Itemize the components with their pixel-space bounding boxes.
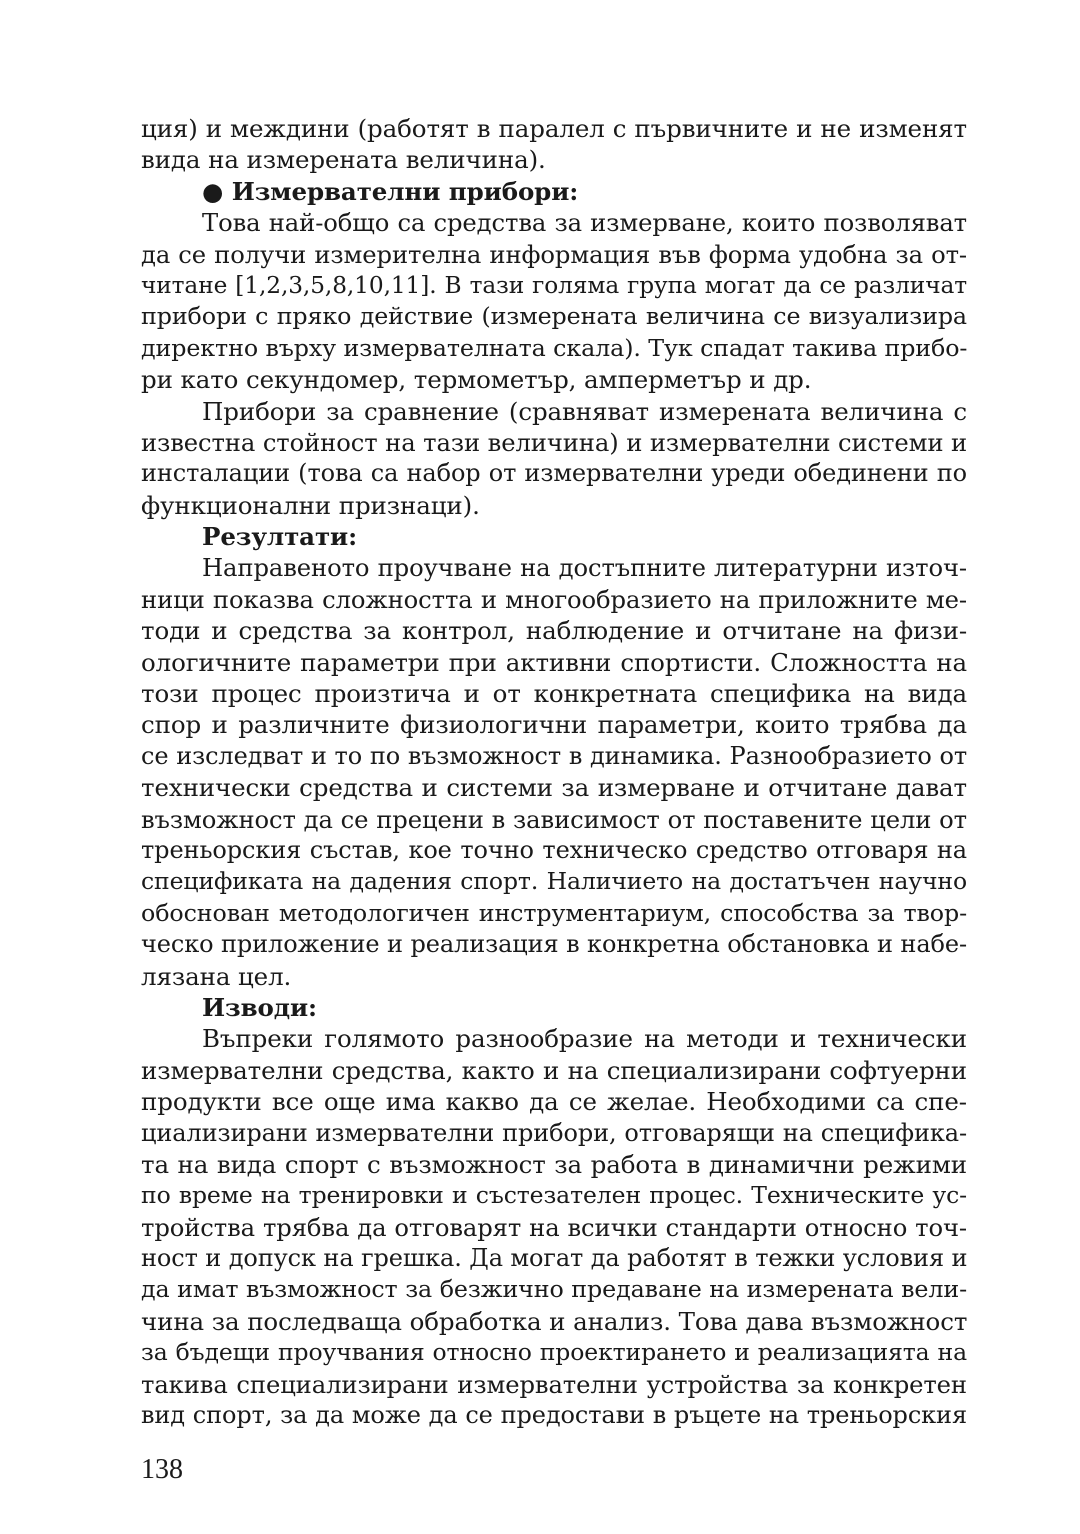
text-line: директно върху измервателната скала). Тук спадат такива прибо- [141, 333, 968, 362]
text-line: лязана цел. [141, 961, 292, 991]
text-line: Това най-общо са средства за измерване, които позволяват [202, 208, 967, 238]
text-line: за бъдещи проучвания относно проектирането и реализацията на [141, 1338, 967, 1367]
text-line: вид спорт, за да може да се предостави в ръцете на треньорския [141, 1401, 967, 1430]
text-line: спор и различните физиологични параметри, които трябва да [141, 710, 967, 740]
text-line: ческо приложение и реализация в конкретна обстановка и набе- [141, 930, 967, 959]
text-line: треньорския състав, кое точно техническо средство отговаря на [141, 835, 967, 864]
text-line: ри като секундомер, термометър, амперметър и др. [141, 365, 812, 395]
text-line: да имат възможност за безжично предаване на измерената вели- [141, 1275, 967, 1304]
text-line: прибори с пряко действие (измерената величина се визуализира [141, 302, 967, 331]
text-line: Въпреки голямото разнообразие на методи и технически [202, 1024, 967, 1054]
text-line: ологичните параметри при активни спортисти. Сложността на [141, 647, 967, 677]
text-line: спецификата на дадения спорт. Наличието на достатъчен научно [141, 867, 967, 896]
text-line: вида на измерената величина). [141, 145, 546, 175]
text-line: тройства трябва да отговарят на всички стандарти относно точ- [141, 1212, 967, 1242]
text-line: ция) и междини (работят в паралел с първичните и не изменят [141, 114, 967, 143]
text-line: инсталации (това са набор от измервателни уреди обединени по [141, 459, 967, 488]
section-heading: Изводи: [202, 992, 317, 1022]
text-line: Направеното проучване на достъпните литературни източ- [202, 553, 967, 583]
text-line: продукти все още има какво да се желае. Необходими са спе- [141, 1087, 967, 1117]
text-line: известна стойност на тази величина) и измервателни системи и [141, 427, 968, 457]
text-line: да се получи измерителна информация във форма удобна за от- [141, 239, 967, 269]
text-line: по време на тренировки и състезателен процес. Техническите ус- [141, 1181, 967, 1210]
text-line: такива специализирани измервателни устройства за конкретен [141, 1369, 967, 1399]
text-line: ност и допуск на грешка. Да могат да работят в тежки условия и [141, 1244, 968, 1273]
text-line: читане [1,2,3,5,8,10,11]. В тази голяма група могат да се различат [141, 271, 967, 299]
text-line: обоснован методологичен инструментариум, способства за твор- [141, 898, 967, 927]
text-line: циализирани измервателни прибори, отговарящи на специфика- [141, 1118, 967, 1147]
body-text [141, 113, 967, 1431]
section-heading: ● Измервателни прибори: [202, 176, 579, 206]
text-line: Прибори за сравнение (сравняват измерената величина с [202, 396, 967, 426]
text-line: ници показва сложността и многообразието на приложните ме- [141, 584, 967, 614]
page-number: 138 [141, 1454, 183, 1485]
text-line: чина за последваща обработка и анализ. Това дава възможност [141, 1306, 968, 1336]
text-line: измервателни средства, както и на специализирани софтуерни [141, 1055, 967, 1085]
text-line: тоди и средства за контрол, наблюдение и отчитане на физи- [141, 616, 967, 646]
text-line: този процес произтича и от конкретната специфика на вида [141, 679, 967, 709]
text-line: възможност да се прецени в зависимост от поставените цели от [141, 804, 967, 834]
text-line: та на вида спорт с възможност за работа в динамични режими [141, 1149, 967, 1179]
text-line: се изследват и то по възможност в динамика. Разнообразието от [141, 741, 967, 770]
section-heading: Резултати: [202, 522, 358, 552]
text-line: функционални признаци). [141, 490, 480, 520]
text-line: технически средства и системи за измерване и отчитане дават [141, 773, 967, 803]
